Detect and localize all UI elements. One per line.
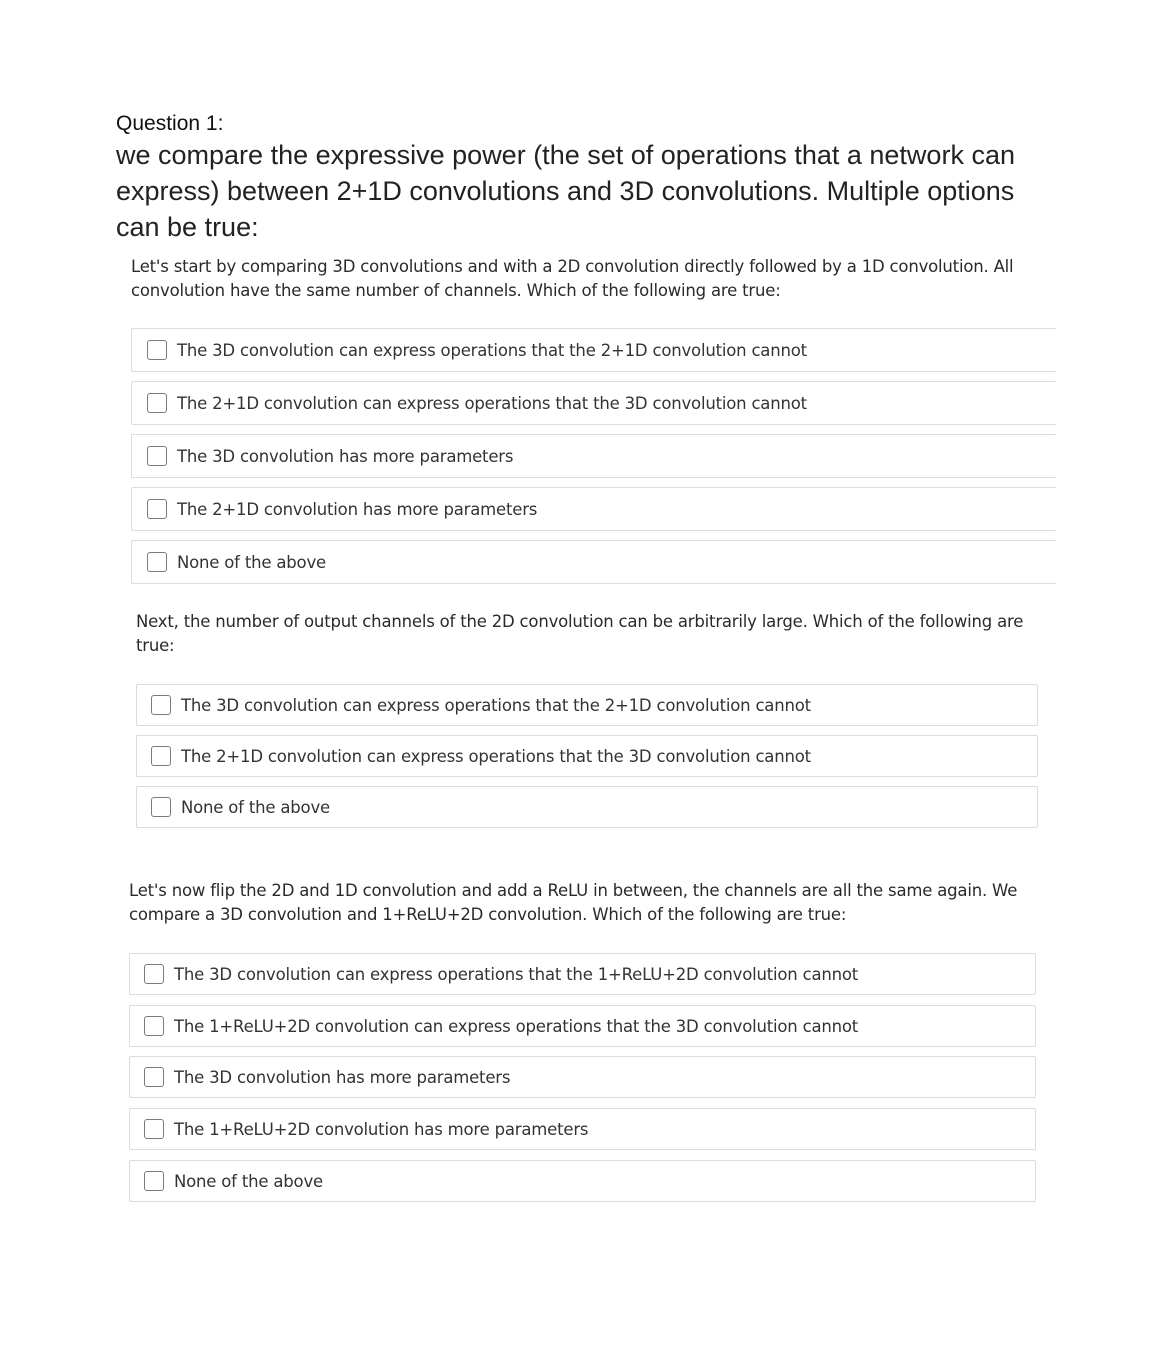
option-checkbox-row[interactable] [129, 1160, 1036, 1202]
checkbox[interactable] [147, 552, 167, 572]
question-title: we compare the expressive power (the set of operations that a network can express) between 2+1D convolutions and 3D convolutions. Multiple options can be true: [116, 140, 1015, 242]
option-label: The 2+1D convolution can express operations that the 3D convolution cannot [177, 393, 807, 413]
option-label: The 3D convolution has more parameters [177, 446, 514, 466]
checkbox[interactable] [147, 393, 167, 413]
option-checkbox-row[interactable] [131, 381, 1056, 425]
checkbox[interactable] [151, 746, 171, 766]
option-checkbox-row[interactable] [136, 786, 1038, 828]
option-label: The 1+ReLU+2D convolution has more parameters [174, 1119, 589, 1139]
option-checkbox-row[interactable] [131, 540, 1056, 584]
question-number: Question 1: [116, 112, 224, 135]
option-label: The 3D convolution has more parameters [174, 1067, 511, 1087]
checkbox[interactable] [144, 964, 164, 984]
option-checkbox-row[interactable] [131, 328, 1056, 372]
option-checkbox-row[interactable] [136, 684, 1038, 726]
option-checkbox-row[interactable] [131, 487, 1056, 531]
option-checkbox-row[interactable] [136, 735, 1038, 777]
option-checkbox-row[interactable] [129, 1108, 1036, 1150]
option-label: None of the above [177, 552, 326, 572]
option-checkbox-row[interactable] [131, 434, 1056, 478]
checkbox[interactable] [144, 1067, 164, 1087]
section-1-prompt: Let's start by comparing 3D convolutions and with a 2D convolution directly followed by a 1D convolution. All convolution have the same number of channels. Which of the following are true: [131, 257, 1014, 300]
option-label: The 3D convolution can express operations that the 2+1D convolution cannot [177, 340, 807, 360]
checkbox[interactable] [151, 695, 171, 715]
checkbox[interactable] [144, 1171, 164, 1191]
option-checkbox-row[interactable] [129, 1005, 1036, 1047]
checkbox[interactable] [151, 797, 171, 817]
option-label: The 3D convolution can express operations that the 1+ReLU+2D convolution cannot [174, 964, 859, 984]
option-checkbox-row[interactable] [129, 953, 1036, 995]
option-label: The 2+1D convolution can express operations that the 3D convolution cannot [181, 746, 811, 766]
checkbox[interactable] [147, 499, 167, 519]
checkbox[interactable] [144, 1119, 164, 1139]
option-label: The 2+1D convolution has more parameters [177, 499, 538, 519]
checkbox[interactable] [147, 340, 167, 360]
checkbox[interactable] [147, 446, 167, 466]
option-checkbox-row[interactable] [129, 1056, 1036, 1098]
section-3-prompt: Let's now flip the 2D and 1D convolution and add a ReLU in between, the channels are all the same again. We compare a 3D convolution and 1+ReLU+2D convolution. Which of the following are true: [129, 881, 1018, 924]
option-label: The 3D convolution can express operations that the 2+1D convolution cannot [181, 695, 811, 715]
checkbox[interactable] [144, 1016, 164, 1036]
option-label: The 1+ReLU+2D convolution can express operations that the 3D convolution cannot [174, 1016, 859, 1036]
option-label: None of the above [174, 1171, 323, 1191]
option-label: None of the above [181, 797, 330, 817]
section-2-prompt: Next, the number of output channels of the 2D convolution can be arbitrarily large. Which of the following are true: [136, 612, 1024, 655]
